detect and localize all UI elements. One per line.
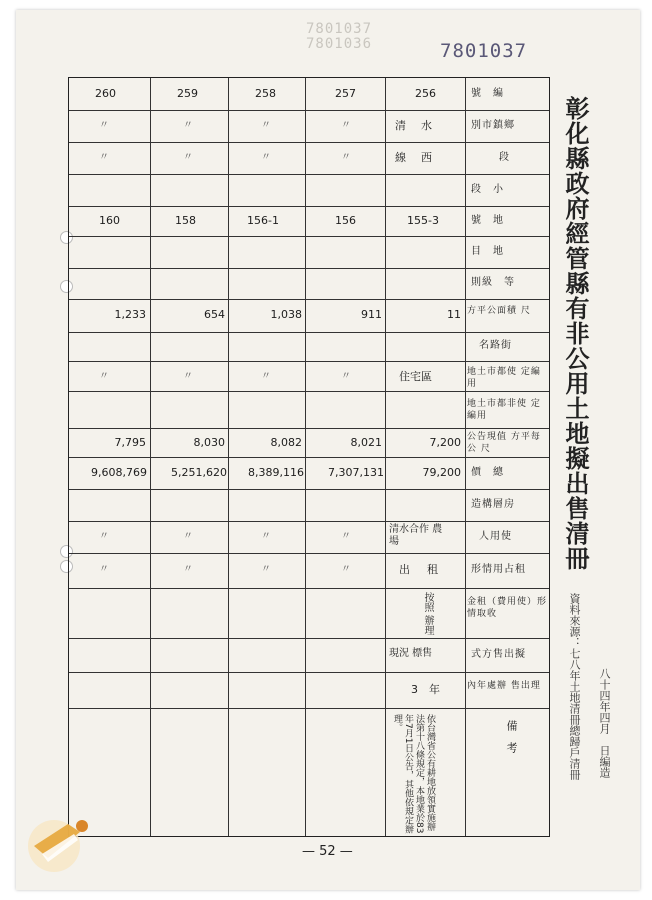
cell-ditto: 〃 [261,531,271,542]
cell-total-value: 9,608,769 [91,466,147,479]
cell-parcel: 158 [175,214,196,227]
cell-parcel: 160 [99,214,120,227]
header-structure: 造構層房 [471,499,515,510]
publish-note: 八十四年四月 日編造 [598,668,611,778]
cell-ditto: 〃 [99,120,109,131]
cell-ditto: 〃 [183,152,193,163]
cell-area: 1,233 [114,308,146,321]
cell-no: 257 [335,87,356,100]
cell-ditto: 〃 [183,564,193,575]
header-no: 號 編 [471,88,504,99]
header-usage: 形情用占租 [471,564,526,575]
cell-unit-value: 8,021 [350,436,382,449]
cell-unit-value: 7,795 [114,436,146,449]
cell-remarks-note: 依台灣省公有耕地放領實施辦法第十八條規定，本地業於83年7月1日公告，其他依規定辦理。 [392,714,435,834]
cell-ditto: 〃 [341,371,351,382]
cell-ditto: 〃 [261,564,271,575]
header-remarks: 備 考 [505,720,518,753]
cell-ditto: 〃 [341,564,351,575]
cell-total-value: 79,200 [422,466,461,479]
header-user: 人用使 [479,531,512,542]
cell-rent-collection: 按照 辦理 [422,592,433,636]
cell-ditto: 〃 [341,531,351,542]
cell-no: 256 [415,87,436,100]
land-register-table [68,77,550,837]
ghost-number-2: 7801036 [306,36,373,52]
header-road: 名路街 [479,340,512,351]
header-section: 段 [499,152,510,163]
header-area: 方平公面積 尺 [467,306,531,316]
cell-total-value: 8,389,116 [248,466,304,479]
cell-usage: 出 租 [399,563,441,576]
header-subsection: 段 小 [471,184,504,195]
page-number: — 52 — [302,844,353,859]
cell-area: 911 [361,308,382,321]
cell-ditto: 〃 [261,371,271,382]
cell-parcel: 156 [335,214,356,227]
cell-area: 11 [447,308,461,321]
document-title: 彰化縣政府經管縣有非公用土地擬出售清冊 [561,96,590,571]
cell-ditto: 〃 [341,152,351,163]
archive-logo-icon [20,806,98,876]
cell-no: 260 [95,87,116,100]
header-urban-zoning: 地土市都使 定編用 [467,367,541,389]
cell-sale-year: 3 年 [411,683,440,696]
header-rent: 金租（費用使）形情取收 [467,597,548,619]
cell-ditto: 〃 [341,120,351,131]
cell-ditto: 〃 [99,531,109,542]
header-announced-value: 公告現值 方平每公 尺 [467,432,541,454]
cell-ditto: 〃 [99,152,109,163]
cell-ditto: 〃 [261,152,271,163]
cell-ditto: 〃 [99,564,109,575]
cell-user: 清水合作 農 場 [389,524,453,547]
cell-total-value: 7,307,131 [328,466,384,479]
cell-unit-value: 8,030 [193,436,225,449]
ghost-stamp-numbers [306,22,372,52]
cell-no: 258 [255,87,276,100]
header-sale-method: 式方售出擬 [471,649,526,660]
cell-ditto: 〃 [183,120,193,131]
header-grade: 則級 等 [471,277,515,288]
header-district: 別市鎮鄉 [471,120,515,131]
header-land-category: 目 地 [471,246,504,257]
header-parcel: 號 地 [471,215,504,226]
cell-area: 1,038 [270,308,302,321]
cell-ditto: 〃 [183,371,193,382]
cell-district: 清 水 [395,119,434,132]
cell-sale-method: 現況 標售 [389,648,433,659]
header-sale-year: 內年處辦 售出理 [467,681,541,691]
ghost-number-1: 7801037 [306,21,373,37]
cell-parcel: 155-3 [407,214,439,227]
cell-ditto: 〃 [261,120,271,131]
cell-ditto: 〃 [183,531,193,542]
source-note: 資料來源：七八年土地清冊總歸戶清冊 [568,593,581,780]
header-nonurban-zoning: 地土市都非使 定編用 [467,399,541,421]
cell-section: 線 西 [395,151,434,164]
cell-urban-zoning: 住宅區 [399,370,432,383]
cell-total-value: 5,251,620 [171,466,227,479]
cell-area: 654 [204,308,225,321]
cell-parcel: 156-1 [247,214,279,227]
cell-unit-value: 7,200 [429,436,461,449]
cell-no: 259 [177,87,198,100]
cell-unit-value: 8,082 [270,436,302,449]
header-total-value: 價 總 [471,467,504,478]
cell-ditto: 〃 [99,371,109,382]
stamp-number: 7801037 [440,40,528,62]
